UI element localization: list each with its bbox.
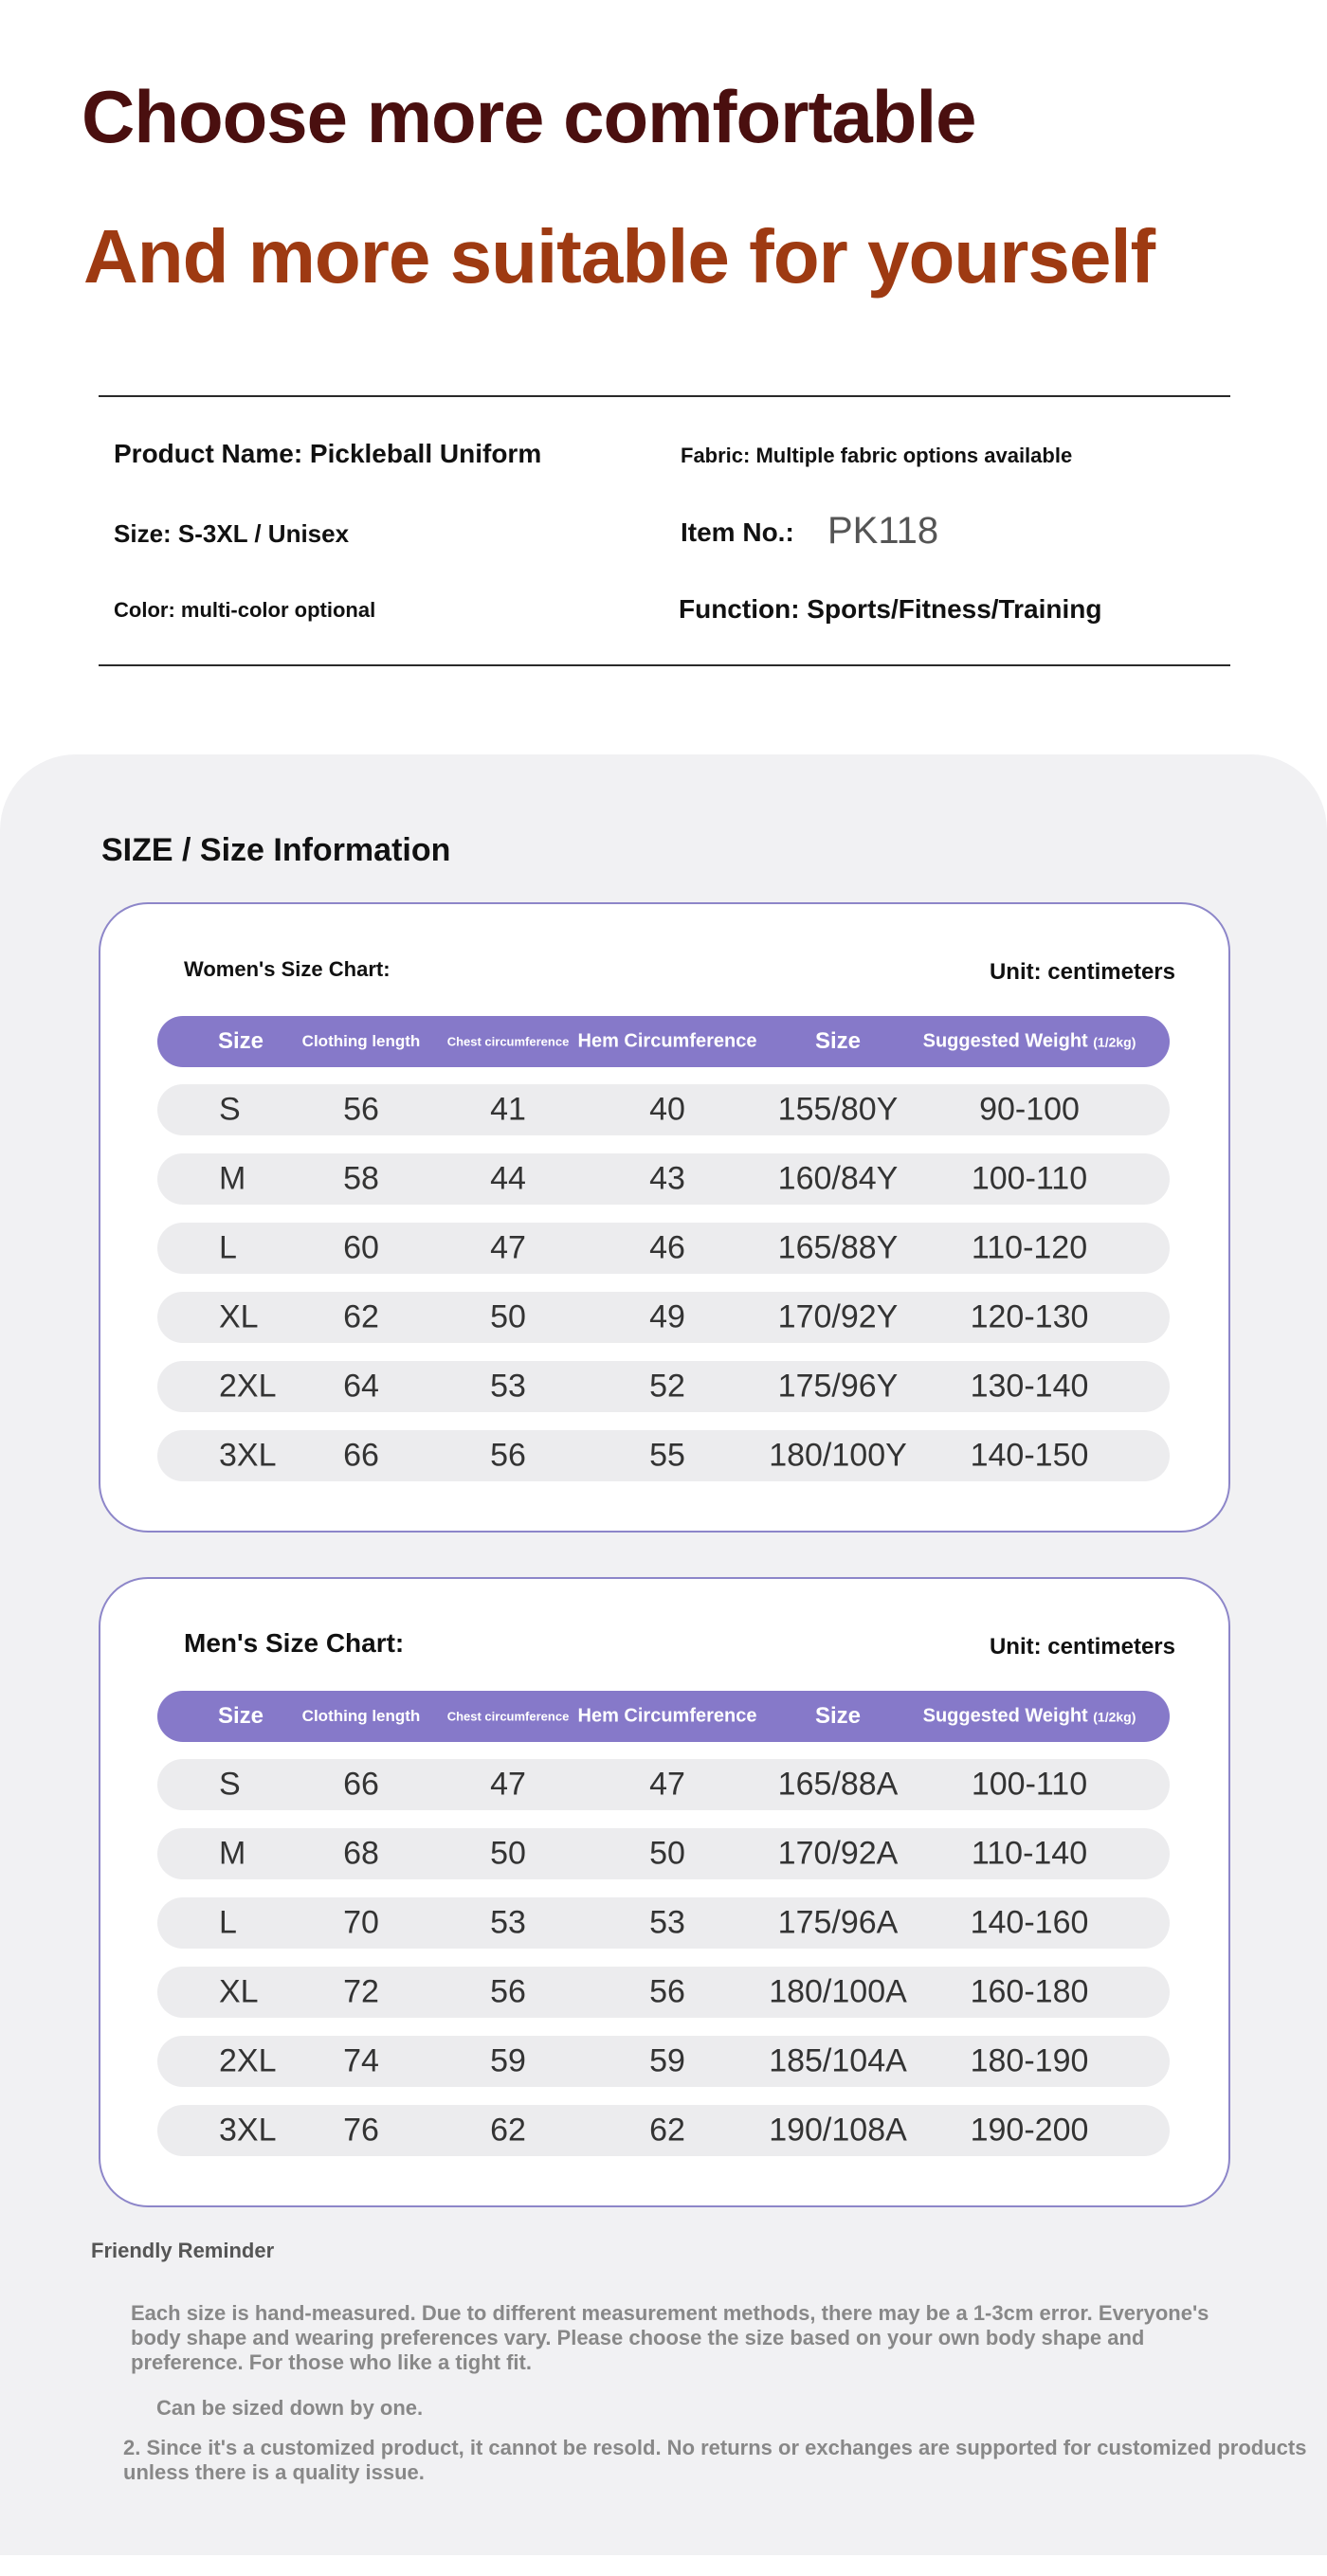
cell-clothing-length: 72 [343, 1973, 379, 2010]
cell-hem: 47 [649, 1766, 685, 1803]
product-function: Function: Sports/Fitness/Training [679, 594, 1102, 624]
cell-size-code: 175/96Y [777, 1368, 899, 1405]
cell-hem: 50 [649, 1835, 685, 1872]
table-row [157, 1153, 1170, 1205]
reminder-note-3: 2. Since it's a customized product, it cannot be resold. No returns or exchanges are supported for customized products unless there is a quality issue. [123, 2436, 1307, 2484]
cell-clothing-length: 58 [343, 1160, 379, 1197]
cell-size-code: 165/88Y [777, 1229, 899, 1266]
cell-weight: 100-110 [971, 1160, 1088, 1197]
cell-chest: 56 [490, 1437, 526, 1474]
reminder-note-2: Can be sized down by one. [156, 2396, 424, 2420]
cell-size-code: 180/100A [769, 1973, 907, 2010]
table-row [157, 1430, 1170, 1481]
cell-hem: 49 [649, 1298, 685, 1335]
product-color: Color: multi-color optional [114, 598, 376, 622]
cell-chest: 47 [490, 1229, 526, 1266]
cell-hem: 55 [649, 1437, 685, 1474]
cell-clothing-length: 68 [343, 1835, 379, 1872]
col-chest: Chest circumference [446, 1709, 570, 1724]
cell-clothing-length: 66 [343, 1437, 379, 1474]
table-row [157, 1828, 1170, 1879]
cell-chest: 41 [490, 1091, 526, 1128]
cell-weight: 160-180 [970, 1973, 1089, 2010]
women-unit-label: Unit: centimeters [989, 959, 1175, 985]
cell-chest: 50 [490, 1835, 526, 1872]
men-unit-label: Unit: centimeters [989, 1634, 1175, 1660]
cell-weight: 130-140 [970, 1368, 1089, 1405]
cell-size: 2XL [219, 1368, 277, 1405]
table-row [157, 1759, 1170, 1810]
col-hem: Hem Circumference [577, 1705, 757, 1727]
cell-chest: 50 [490, 1298, 526, 1335]
col-clothing-length: Clothing length [301, 1032, 421, 1050]
cell-size: M [219, 1835, 246, 1872]
cell-clothing-length: 56 [343, 1091, 379, 1128]
cell-size: XL [219, 1973, 259, 2010]
headline-secondary: And more suitable for yourself [83, 214, 1155, 299]
cell-weight: 90-100 [979, 1091, 1080, 1128]
cell-hem: 46 [649, 1229, 685, 1266]
cell-size-code: 180/100Y [769, 1437, 907, 1474]
cell-clothing-length: 76 [343, 2112, 379, 2149]
col-size: Size [217, 1028, 264, 1054]
col-size: Size [217, 1703, 264, 1729]
cell-clothing-length: 62 [343, 1298, 379, 1335]
cell-chest: 62 [490, 2112, 526, 2149]
table-row [157, 1223, 1170, 1274]
cell-chest: 56 [490, 1973, 526, 2010]
men-chart-label: Men's Size Chart: [184, 1628, 405, 1658]
cell-clothing-length: 70 [343, 1904, 379, 1941]
divider-bottom [99, 664, 1230, 666]
cell-clothing-length: 74 [343, 2042, 379, 2079]
women-table-header [157, 1016, 1170, 1067]
cell-weight: 180-190 [970, 2042, 1089, 2079]
cell-weight: 110-120 [971, 1229, 1088, 1266]
cell-clothing-length: 64 [343, 1368, 379, 1405]
cell-clothing-length: 66 [343, 1766, 379, 1803]
cell-hem: 52 [649, 1368, 685, 1405]
cell-weight: 110-140 [971, 1835, 1088, 1872]
cell-size: 2XL [219, 2042, 277, 2079]
cell-weight: 120-130 [970, 1298, 1089, 1335]
table-row [157, 1897, 1170, 1949]
women-chart-label: Women's Size Chart: [184, 957, 391, 981]
women-size-card [99, 902, 1230, 1533]
item-no-label: Item No.: [681, 517, 794, 547]
cell-size: S [219, 1766, 241, 1803]
cell-size-code: 185/104A [769, 2042, 907, 2079]
cell-chest: 59 [490, 2042, 526, 2079]
cell-chest: 53 [490, 1904, 526, 1941]
cell-weight: 140-150 [970, 1437, 1089, 1474]
divider-top [99, 395, 1230, 397]
headline-primary: Choose more comfortable [82, 75, 976, 158]
col-chest: Chest circumference [446, 1034, 570, 1049]
cell-size-code: 175/96A [777, 1904, 899, 1941]
cell-size-code: 155/80Y [777, 1091, 899, 1128]
table-row [157, 1292, 1170, 1343]
men-table-header [157, 1691, 1170, 1742]
table-row [157, 1361, 1170, 1412]
col-clothing-length: Clothing length [301, 1707, 421, 1725]
table-row [157, 1967, 1170, 2018]
cell-size-code: 165/88A [777, 1766, 899, 1803]
cell-weight: 100-110 [971, 1766, 1088, 1803]
reminder-title: Friendly Reminder [91, 2239, 275, 2262]
cell-weight: 190-200 [970, 2112, 1089, 2149]
cell-hem: 62 [649, 2112, 685, 2149]
cell-size-code: 170/92A [777, 1835, 899, 1872]
col-size-code: Size [814, 1703, 862, 1729]
cell-size: S [219, 1091, 241, 1128]
cell-hem: 56 [649, 1973, 685, 2010]
cell-size: 3XL [219, 2112, 277, 2149]
item-no-value: PK118 [827, 510, 939, 552]
table-row [157, 2105, 1170, 2156]
table-row [157, 2036, 1170, 2087]
cell-size: L [219, 1904, 237, 1941]
cell-size: L [219, 1229, 237, 1266]
product-name: Product Name: Pickleball Uniform [114, 439, 542, 468]
cell-hem: 59 [649, 2042, 685, 2079]
cell-size: 3XL [219, 1437, 277, 1474]
cell-clothing-length: 60 [343, 1229, 379, 1266]
men-size-card [99, 1577, 1230, 2207]
cell-size-code: 160/84Y [777, 1160, 899, 1197]
cell-hem: 43 [649, 1160, 685, 1197]
product-fabric: Fabric: Multiple fabric options available [681, 444, 1073, 467]
product-size: Size: S-3XL / Unisex [114, 519, 350, 548]
cell-hem: 53 [649, 1904, 685, 1941]
cell-chest: 44 [490, 1160, 526, 1197]
cell-size: M [219, 1160, 246, 1197]
col-weight: Suggested Weight (1/2kg) [922, 1705, 1136, 1727]
cell-chest: 53 [490, 1368, 526, 1405]
size-section-title: SIZE / Size Information [101, 832, 451, 868]
cell-hem: 40 [649, 1091, 685, 1128]
cell-size-code: 170/92Y [777, 1298, 899, 1335]
col-size-code: Size [814, 1028, 862, 1054]
cell-size: XL [219, 1298, 259, 1335]
cell-size-code: 190/108A [769, 2112, 907, 2149]
table-row [157, 1084, 1170, 1135]
cell-weight: 140-160 [970, 1904, 1089, 1941]
reminder-note-1: Each size is hand-measured. Due to different measurement methods, there may be a 1-3cm error. Everyone's body shape and wearing preferences vary. Please choose the size based on your own body shape and preference. For those who like a tight fit. [131, 2301, 1209, 2374]
cell-chest: 47 [490, 1766, 526, 1803]
col-weight: Suggested Weight (1/2kg) [922, 1030, 1136, 1052]
col-hem: Hem Circumference [577, 1030, 757, 1052]
